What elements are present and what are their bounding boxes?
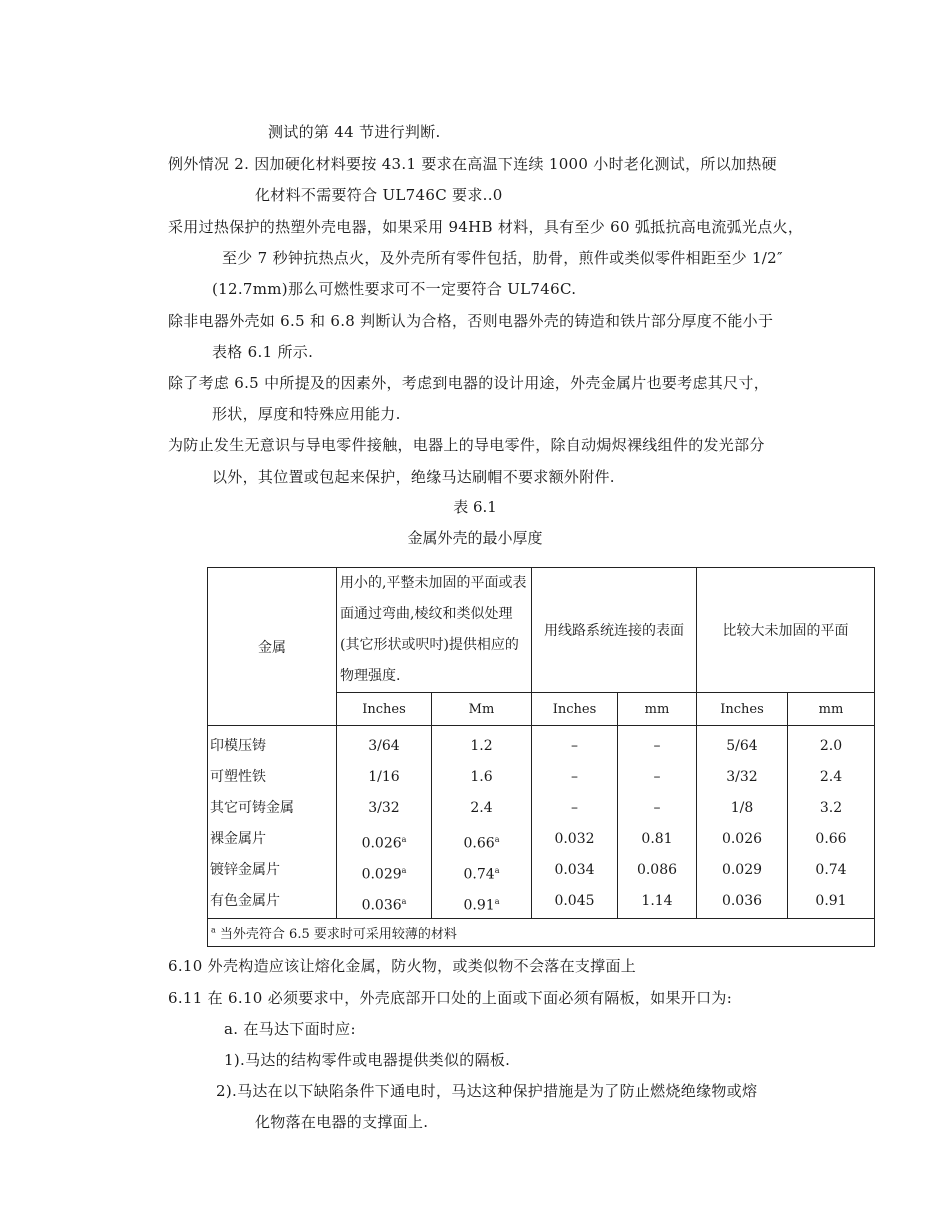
metal-names: [208, 726, 337, 919]
cell: 1.2: [470, 738, 493, 754]
cell: 2.4: [470, 800, 493, 816]
metal-galvanized-sheet: 镀锌金属片: [210, 862, 280, 878]
para-line-6: (12.7mm)那么可燃性要求可不一定要符合 UL746C.: [212, 280, 577, 298]
metal-die-cast: 印模压铸: [210, 738, 266, 754]
after-line-3: a. 在马达下面时应:: [224, 1020, 356, 1038]
para-line-7: 除非电器外壳如 6.5 和 6.8 判断认为合格，否则电器外壳的铸造和铁片部分厚度不能小于: [168, 312, 774, 330]
para-line-5: 至少 7 秒钟抗热点火，及外壳所有零件包括，肋骨，煎件或类似零件相距至少 1/2″: [222, 249, 783, 267]
cell: 2.0: [819, 738, 843, 754]
cell: 5/64: [726, 738, 758, 754]
cell: –: [571, 738, 578, 754]
col-wiring-mm: [618, 726, 697, 919]
header-small-flat: 用小的,平整未加固的平面或表面通过弯曲,棱纹和类似处理(其它形状或呎吋)提供相应的物理强度.: [337, 568, 532, 693]
cell: –: [653, 800, 661, 816]
cell: –: [571, 769, 578, 785]
cell: 0.045: [554, 893, 595, 909]
para-line-9: 除了考虑 6.5 中所提及的因素外，考虑到电器的设计用途，外壳金属片也要考虑其尺寸，: [168, 374, 769, 392]
col-small-mm: [432, 726, 532, 919]
after-line-5: 2).马达在以下缺陷条件下通电时，马达这种保护措施是为了防止燃烧绝缘物或熔: [216, 1082, 758, 1100]
unit-inches-3: Inches: [697, 693, 788, 726]
table-title: 金属外壳的最小厚度: [407, 529, 543, 547]
cell: –: [653, 738, 661, 754]
cell: 0.74: [815, 862, 847, 878]
col-large-mm: [788, 726, 875, 919]
unit-mm-1: Mm: [432, 693, 532, 726]
metal-nonferrous-sheet: 有色金属片: [210, 893, 280, 909]
table-number: 表 6.1: [453, 498, 497, 516]
cell: 3.2: [819, 800, 843, 816]
header-wiring-surface: 用线路系统连接的表面: [532, 568, 697, 693]
cell: 0.66: [815, 831, 847, 847]
after-line-2: 6.11 在 6.10 必须要求中，外壳底部开口处的上面或下面必须有隔板，如果开口为:: [168, 989, 733, 1007]
after-line-1: 6.10 外壳构造应该让熔化金属，防火物，或类似物不会落在支撑面上: [168, 957, 637, 975]
cell: 0.74$^a$: [463, 866, 500, 883]
metal-bare-sheet: 裸金属片: [210, 831, 266, 847]
cell: 2.4: [819, 769, 843, 785]
cell: 3/32: [368, 800, 400, 816]
cell: 1/8: [730, 800, 754, 816]
table-footnote: $^a$ 当外壳符合 6.5 要求时可采用较薄的材料: [208, 919, 875, 947]
cell: 1.6: [470, 769, 493, 785]
para-line-8: 表格 6.1 所示.: [212, 343, 314, 361]
col-large-inches: [697, 726, 788, 919]
cell: 0.086: [636, 862, 678, 878]
cell: 0.032: [554, 831, 595, 847]
cell: 0.036$^a$: [361, 897, 407, 914]
cell: 1/16: [368, 769, 400, 785]
metal-malleable-iron: 可塑性铁: [210, 769, 266, 785]
unit-mm-3: mm: [788, 693, 875, 726]
cell: 0.036: [721, 893, 763, 909]
para-line-10: 形状，厚度和特殊应用能力.: [212, 405, 401, 423]
unit-inches-1: Inches: [337, 693, 432, 726]
cell: 0.029$^a$: [361, 866, 407, 883]
para-line-3: 化材料不需要符合 UL746C 要求..0: [255, 186, 503, 204]
cell: 0.034: [554, 862, 595, 878]
para-line-1: 测试的第 44 节进行判断.: [268, 123, 441, 141]
cell: –: [653, 769, 661, 785]
col-wiring-inches: [532, 726, 618, 919]
cell: 0.66$^a$: [463, 835, 500, 852]
col-small-inches: [337, 726, 432, 919]
cell: 1.14: [641, 893, 673, 909]
after-line-6: 化物落在电器的支撑面上.: [255, 1113, 429, 1131]
after-line-4: 1).马达的结构零件或电器提供类似的隔板.: [224, 1051, 511, 1069]
header-large-flat: 比较大未加固的平面: [697, 568, 875, 693]
unit-inches-2: Inches: [532, 693, 618, 726]
cell: 0.026$^a$: [361, 835, 407, 852]
unit-mm-2: mm: [618, 693, 697, 726]
thickness-table: [207, 567, 875, 947]
metal-other-castable: 其它可铸金属: [210, 800, 294, 816]
header-metal: 金属: [208, 568, 337, 726]
cell: 0.029: [721, 862, 763, 878]
cell: 0.91$^a$: [463, 897, 500, 914]
cell: 0.91: [815, 893, 847, 909]
para-line-4: 采用过热保护的热塑外壳电器，如果采用 94HB 材料，具有至少 60 弧抵抗高电流弧光点火，: [168, 218, 804, 236]
para-line-2: 例外情况 2. 因加硬化材料要按 43.1 要求在高温下连续 1000 小时老化测试，所以加热硬: [168, 155, 777, 173]
cell: 3/32: [726, 769, 758, 785]
cell: 0.026: [721, 831, 763, 847]
cell: –: [571, 800, 578, 816]
cell: 3/64: [368, 738, 400, 754]
cell: 0.81: [641, 831, 673, 847]
para-line-12: 以外，其位置或包起来保护，绝缘马达刷帽不要求额外附件.: [212, 468, 615, 486]
para-line-11: 为防止发生无意识与导电零件接触，电器上的导电零件，除自动焗烬裸线组件的发光部分: [168, 436, 765, 454]
